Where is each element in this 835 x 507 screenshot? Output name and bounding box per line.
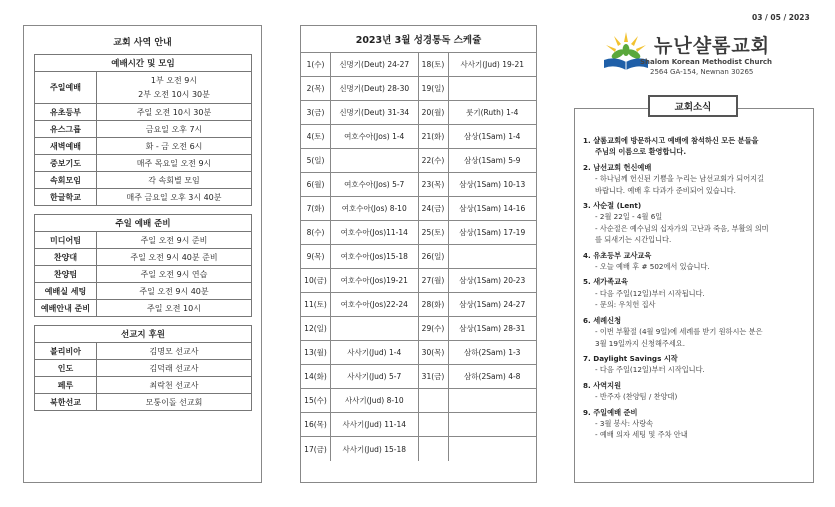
schedule-day: 20(월) [419,101,449,124]
schedule-row [301,149,418,173]
mission-value: 김덕래 선교사 [97,360,252,377]
worship-table [34,54,252,206]
schedule-day: 30(목) [419,341,449,364]
mission-value: 최락천 선교사 [97,377,252,394]
schedule-row [419,149,537,173]
schedule-reading: 여호수아(Jos)19-21 [340,276,408,285]
schedule-day: 31(금) [419,365,449,388]
bible-reading-schedule [300,25,537,483]
news-item-line: - 사순절은 예수님의 십자가의 고난과 죽음, 부활의 의미 [595,223,769,233]
schedule-row [419,269,537,293]
worship-header: 예배시간 및 모임 [35,55,252,72]
news-item [583,380,805,403]
news-item-line: - 반주자 (찬양팀 / 찬양대) [595,392,678,402]
schedule-day: 4(토) [301,125,331,148]
schedule-reading: 삼상(1Sam) 17-19 [459,228,526,237]
news-item [583,250,805,273]
prep-key: 찬양대 [35,249,97,266]
schedule-reading: 신명기(Deut) 31-34 [339,108,410,117]
schedule-day: 1(수) [301,53,331,76]
schedule-day: 3(금) [301,101,331,124]
schedule-row [419,53,537,77]
mission-key: 볼리비아 [35,343,97,360]
mission-key: 북한선교 [35,394,97,411]
schedule-day: 13(월) [301,341,331,364]
worship-value [97,72,252,104]
news-item [583,276,805,310]
schedule-column-1 [301,53,419,461]
worship-value: 주일 오전 10시 30분 [97,104,252,121]
schedule-reading: 여호수아(Jos)11-14 [340,228,408,237]
schedule-row [419,317,537,341]
prep-key: 미디어팀 [35,232,97,249]
schedule-day: 23(목) [419,173,449,196]
news-tag: 교회소식 [648,95,738,117]
news-item-line: - 예배 의자 세팅 및 주차 안내 [595,430,688,440]
schedule-day [419,413,449,436]
news-item-title: 6. 세례신청 [583,315,622,325]
prep-key: 예배안내 준비 [35,300,97,317]
worship-key: 주일예배 [35,72,97,104]
schedule-day: 14(화) [301,365,331,388]
schedule-reading: 삼하(2Sam) 1-3 [464,348,521,357]
schedule-reading: 삼상(1Sam) 14-16 [459,204,526,213]
schedule-day: 5(일) [301,149,331,172]
news-item-line: - 2월 22일 - 4월 6일 [595,212,663,222]
schedule-day: 17(금) [301,437,331,461]
prep-header: 주일 예배 준비 [35,215,252,232]
prep-value: 주일 오전 10시 [97,300,252,317]
schedule-reading: 여호수아(Jos) 8-10 [341,204,407,213]
news-list [575,109,813,441]
worship-key: 유초등부 [35,104,97,121]
schedule-row [301,437,418,461]
worship-key: 새벽예배 [35,138,97,155]
schedule-row [419,101,537,125]
mission-header: 선교지 후원 [35,326,252,343]
news-item-line: 3월 19일까지 신청해주세요. [595,338,686,348]
logo-icon [598,28,654,78]
mission-key: 페루 [35,377,97,394]
schedule-row [301,53,418,77]
news-item-line: 바랍니다. 예배 후 다과가 준비되어 있습니다. [595,185,736,195]
schedule-title: 2023년 3월 성경통독 스케쥴 [301,26,536,53]
schedule-row [301,125,418,149]
news-item-title: 2. 남선교회 헌신예배 [583,162,652,172]
news-item [583,162,805,196]
schedule-row [301,77,418,101]
schedule-row [301,245,418,269]
news-item-line: 주님의 이름으로 환영합니다. [595,147,687,157]
schedule-reading: 사사기(Jud) 8-10 [344,396,404,405]
schedule-day: 19(일) [419,77,449,100]
prep-key: 예배실 세팅 [35,283,97,300]
schedule-row [301,221,418,245]
schedule-day: 12(일) [301,317,331,340]
schedule-day [419,437,449,461]
schedule-row [419,197,537,221]
schedule-reading: 사사기(Jud) 1-4 [347,348,402,357]
news-item-line: - 오늘 예배 후 # 502에서 있습니다. [595,262,710,272]
prep-value: 주일 오전 9시 연습 [97,266,252,283]
schedule-row [419,341,537,365]
worship-key: 중보기도 [35,155,97,172]
prep-table [34,214,252,317]
schedule-reading: 삼상(1Sam) 1-4 [464,132,521,141]
mission-value: 김명모 선교사 [97,343,252,360]
news-item-line: - 3월 봉사: 사랑속 [595,418,654,428]
schedule-day: 9(목) [301,245,331,268]
news-item [583,315,805,349]
news-item-title: 4. 유초등부 교사교육 [583,250,652,260]
schedule-row [301,413,418,437]
worship-key: 유스그룹 [35,121,97,138]
news-item [583,200,805,246]
schedule-day: 27(월) [419,269,449,292]
worship-key: 속회모임 [35,172,97,189]
schedule-day: 15(수) [301,389,331,412]
news-item-title: 8. 사역지원 [583,380,622,390]
schedule-row [301,365,418,389]
schedule-row [419,125,537,149]
news-item-title: 1. 샬롬교회에 방문하시고 예배에 참석하신 모든 분들을 [583,136,759,145]
schedule-row [301,389,418,413]
worship-value: 화 - 금 오전 6시 [97,138,252,155]
worship-value-line2: 2부 오전 10시 30분 [138,90,210,99]
schedule-day: 21(화) [419,125,449,148]
schedule-reading: 삼하(2Sam) 4-8 [464,372,521,381]
church-news-box [574,108,814,483]
news-item-title: 3. 사순절 (Lent) [583,201,642,211]
news-item-line: - 이번 부활절 (4월 9일)에 세례를 받기 원하시는 분은 [595,327,763,337]
schedule-day: 29(수) [419,317,449,340]
schedule-row [419,413,537,437]
ministry-title: 교회 사역 안내 [113,38,172,48]
schedule-reading: 사사기(Jud) 19-21 [460,60,524,69]
schedule-day [419,389,449,412]
prep-value: 주일 오전 9시 40분 [97,283,252,300]
news-item [583,135,805,158]
schedule-reading: 삼상(1Sam) 10-13 [459,180,526,189]
schedule-day: 24(금) [419,197,449,220]
schedule-day: 26(일) [419,245,449,268]
schedule-reading: 사사기(Jud) 5-7 [347,372,402,381]
schedule-day: 11(토) [301,293,331,316]
schedule-grid [301,53,536,461]
schedule-day: 7(화) [301,197,331,220]
worship-value: 매주 금요일 오후 3시 40분 [97,189,252,206]
schedule-row [419,77,537,101]
schedule-day: 10(금) [301,269,331,292]
church-address: 2564 GA-154, Newnan 30265 [650,68,754,76]
schedule-row [301,101,418,125]
schedule-row [419,437,537,461]
schedule-reading: 사사기(Jud) 11-14 [342,420,406,429]
schedule-row [419,365,537,389]
worship-value: 각 속회별 모임 [97,172,252,189]
schedule-reading: 여호수아(Jos)22-24 [340,300,408,309]
schedule-reading: 여호수아(Jos)15-18 [340,252,408,261]
schedule-row [301,269,418,293]
schedule-reading: 삼상(1Sam) 20-23 [459,276,526,285]
worship-value: 금요일 오후 7시 [97,121,252,138]
schedule-day: 6(월) [301,173,331,196]
church-english-name: Shalom Korean Methodist Church [640,58,773,66]
schedule-day: 8(수) [301,221,331,244]
mission-value: 모퉁이돌 선교회 [97,394,252,411]
bulletin-date: 03 / 05 / 2023 [752,13,810,22]
schedule-reading: 신명기(Deut) 24-27 [339,60,410,69]
schedule-reading: 사사기(Jud) 15-18 [342,444,406,454]
news-item [583,353,805,376]
schedule-reading: 삼상(1Sam) 5-9 [464,156,521,165]
schedule-row [301,197,418,221]
schedule-row [419,173,537,197]
schedule-row [419,221,537,245]
schedule-reading: 삼상(1Sam) 24-27 [459,300,526,309]
schedule-row [419,389,537,413]
schedule-day: 22(수) [419,149,449,172]
prep-key: 찬양팀 [35,266,97,283]
schedule-day: 18(토) [419,53,449,76]
schedule-day: 16(목) [301,413,331,436]
news-item-line: - 문의: 우치헌 집사 [595,300,656,310]
ministry-info-panel [23,25,262,483]
mission-table [34,325,252,411]
schedule-day: 25(토) [419,221,449,244]
news-item-title: 9. 주일예배 준비 [583,407,638,417]
schedule-column-2 [419,53,537,461]
schedule-reading: 신명기(Deut) 28-30 [339,84,410,93]
prep-value: 주일 오전 9시 40분 준비 [97,249,252,266]
schedule-row [301,341,418,365]
schedule-day: 2(목) [301,77,331,100]
schedule-row [419,245,537,269]
news-item-line: - 하나님께 헌신된 기쁨을 누리는 남선교회가 되어지길 [595,174,765,184]
worship-value: 매주 목요일 오전 9시 [97,155,252,172]
news-item-title: 5. 새가족교육 [583,277,628,287]
schedule-row [301,173,418,197]
church-name: 뉴난샬롬교회 [654,35,771,57]
worship-key: 한글학교 [35,189,97,206]
news-item-line: - 다음 주일(12일)부터 시작입니다. [595,365,705,375]
schedule-reading: 룻기(Ruth) 1-4 [466,108,519,117]
schedule-reading: 여호수아(Jos) 1-4 [344,132,405,141]
news-item-line: 를 되새기는 시간입니다. [595,235,672,245]
schedule-row [301,317,418,341]
news-item-line: - 다음 주일(12일)부터 시작됩니다. [595,288,705,298]
schedule-reading: 삼상(1Sam) 28-31 [459,324,526,333]
prep-value: 주일 오전 9시 준비 [97,232,252,249]
schedule-row [301,293,418,317]
news-item [583,407,805,441]
schedule-day: 28(화) [419,293,449,316]
mission-key: 인도 [35,360,97,377]
schedule-row [419,293,537,317]
news-item-title: 7. Daylight Savings 시작 [583,353,678,363]
schedule-reading: 여호수아(Jos) 5-7 [344,180,405,189]
worship-value-line1: 1부 오전 9시 [150,76,198,85]
